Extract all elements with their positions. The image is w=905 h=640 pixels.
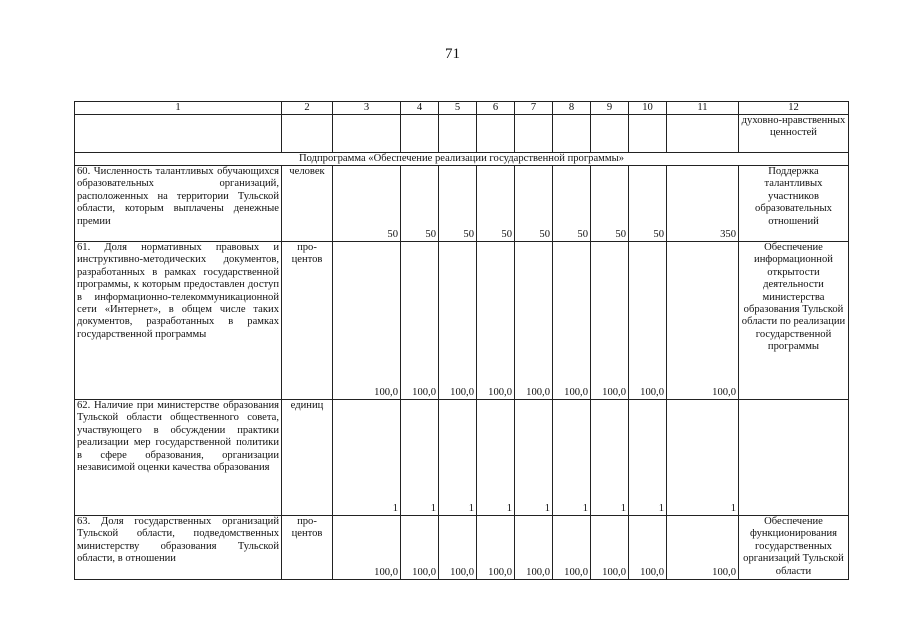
- column-header: 3: [333, 102, 401, 115]
- unit-cell: про-центов: [282, 516, 333, 580]
- table-row: [75, 166, 849, 242]
- expected-result: Обеспечение информационной открытости деятельности министерства образования Тульской области по реализации государственной программы: [739, 242, 849, 400]
- value-cell: 100,0: [667, 242, 739, 400]
- value-cell: 50: [439, 166, 477, 242]
- value-cell: 50: [333, 166, 401, 242]
- value-cell: 100,0: [553, 516, 591, 580]
- value-cell: 50: [629, 166, 667, 242]
- column-header: 7: [515, 102, 553, 115]
- value-cell: 1: [333, 400, 401, 516]
- value-cell: 100,0: [515, 516, 553, 580]
- column-header: 4: [401, 102, 439, 115]
- value-cell: 350: [667, 166, 739, 242]
- unit-cell: про-центов: [282, 242, 333, 400]
- value-cell: 100,0: [667, 516, 739, 580]
- continuation-row: [75, 115, 849, 153]
- column-header: 6: [477, 102, 515, 115]
- value-cell: 100,0: [477, 242, 515, 400]
- table-row: [75, 516, 849, 580]
- value-cell: 100,0: [553, 242, 591, 400]
- subprogram-title: Подпрограмма «Обеспечение реализации государственной программы»: [75, 153, 849, 166]
- column-header: 9: [591, 102, 629, 115]
- column-header: 5: [439, 102, 477, 115]
- expected-result: [739, 400, 849, 516]
- value-cell: 100,0: [591, 516, 629, 580]
- value-cell: 100,0: [401, 516, 439, 580]
- unit-cell: единиц: [282, 400, 333, 516]
- value-cell: 100,0: [333, 516, 401, 580]
- expected-result: Обеспечение функционирования государственных организаций Тульской области: [739, 516, 849, 580]
- value-cell: 50: [515, 166, 553, 242]
- value-cell: 100,0: [333, 242, 401, 400]
- value-cell: 100,0: [515, 242, 553, 400]
- column-header: 1: [75, 102, 282, 115]
- value-cell: 1: [477, 400, 515, 516]
- value-cell: 1: [591, 400, 629, 516]
- page-number: 71: [445, 46, 460, 62]
- value-cell: 50: [591, 166, 629, 242]
- value-cell: 1: [401, 400, 439, 516]
- value-cell: 100,0: [401, 242, 439, 400]
- expected-result: Поддержка талантливых участников образовательных отношений: [739, 166, 849, 242]
- value-cell: 1: [667, 400, 739, 516]
- value-cell: 100,0: [477, 516, 515, 580]
- column-header: 8: [553, 102, 591, 115]
- table-row: [75, 242, 849, 400]
- indicator-description: 62. Наличие при министерстве образования Тульской области общественного совета, участвующего в обсуждении практики реализации мер государственной политики в сфере образования, организации независимой оценки качества образования: [75, 400, 282, 516]
- indicator-description: 61. Доля нормативных правовых и инструктивно-методических документов, разработанных в рамках государственной программы, к которым предоставлен доступ в информационно-телекоммуникационной сети «Интернет», в общем числе таких документов, разработанных в рамках государственной программы: [75, 242, 282, 400]
- value-cell: 50: [401, 166, 439, 242]
- value-cell: 100,0: [439, 516, 477, 580]
- column-number-row: [75, 102, 849, 115]
- subprogram-row: [75, 153, 849, 166]
- indicators-table: [74, 101, 849, 580]
- value-cell: 1: [439, 400, 477, 516]
- value-cell: 100,0: [629, 516, 667, 580]
- indicator-description: 60. Численность талантливых обучающихся образовательных организаций, расположенных на территории Тульской области, которым выплачены денежные премии: [75, 166, 282, 242]
- indicator-description: 63. Доля государственных организаций Тульской области, подведомственных министерству образования Тульской области, в отношении: [75, 516, 282, 580]
- unit-cell: человек: [282, 166, 333, 242]
- value-cell: 50: [553, 166, 591, 242]
- value-cell: 50: [477, 166, 515, 242]
- value-cell: 1: [515, 400, 553, 516]
- column-header: 12: [739, 102, 849, 115]
- value-cell: 100,0: [591, 242, 629, 400]
- value-cell: 100,0: [629, 242, 667, 400]
- column-header: 11: [667, 102, 739, 115]
- value-cell: 1: [629, 400, 667, 516]
- value-cell: 1: [553, 400, 591, 516]
- column-header: 10: [629, 102, 667, 115]
- column-header: 2: [282, 102, 333, 115]
- value-cell: 100,0: [439, 242, 477, 400]
- table-row: [75, 400, 849, 516]
- continuation-cell: духовно-нравственных ценностей: [739, 115, 849, 153]
